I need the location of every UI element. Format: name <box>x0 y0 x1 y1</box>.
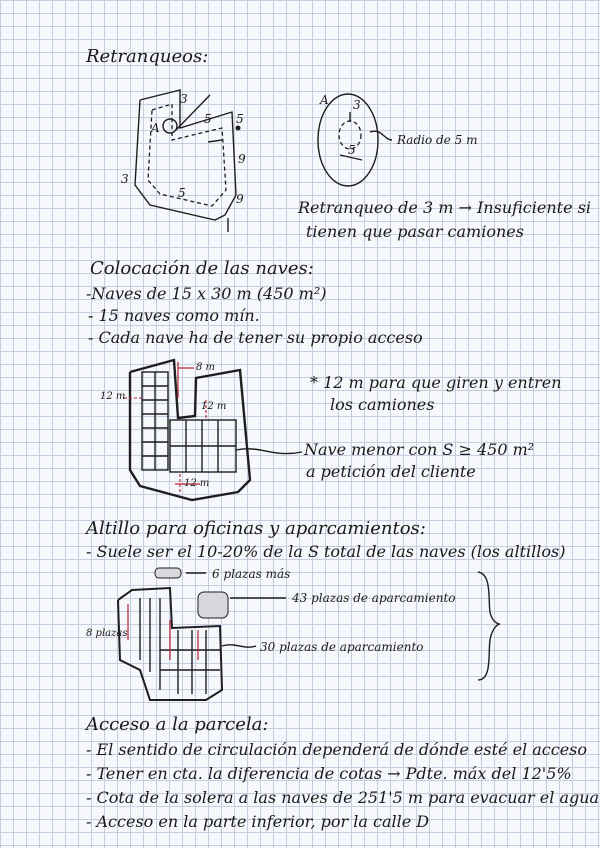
nave-note-2a: Nave menor con S ≥ 450 m² <box>304 440 535 459</box>
sketch-label-5c: 5 <box>178 186 186 200</box>
sketch-label-5b: 5 <box>236 112 244 126</box>
nave-note-1b: los camiones <box>330 395 435 414</box>
sketch-label-a: A <box>151 121 160 135</box>
acceso-item-1: - El sentido de circulación dependerá de dónde esté el acceso <box>86 740 588 759</box>
nave-dim-12m-bottom: 12 m <box>184 478 210 489</box>
sketch-label-3a: 3 <box>180 92 188 106</box>
colocacion-item-3: - Cada nave ha de tener su propio acceso <box>88 328 423 347</box>
nave-note-2b: a petición del cliente <box>306 462 476 481</box>
sketch-label-3b: 3 <box>121 172 129 186</box>
circle-label-3: 3 <box>353 98 361 112</box>
sketch-label-5a: 5 <box>204 112 212 126</box>
heading-acceso: Acceso a la parcela: <box>86 714 269 735</box>
heading-retranqueos: Retranqueos: <box>86 46 209 67</box>
retranqueo-note-1: Retranqueo de 3 m → Insuficiente si <box>298 198 591 217</box>
sketch-label-9a: 9 <box>238 152 246 166</box>
altillo-line: - Suele ser el 10-20% de la S total de las naves (los altillos) <box>86 542 566 561</box>
radius-label: Radio de 5 m <box>397 133 478 147</box>
parking-label-43: 43 plazas de aparcamiento <box>292 591 456 605</box>
heading-colocacion: Colocación de las naves: <box>90 258 314 279</box>
acceso-item-3: - Cota de la solera a las naves de 251'5 m para evacuar el agua <box>86 788 600 807</box>
parking-label-8: 8 plazas <box>86 628 128 639</box>
nave-dim-12m-left: 12 m <box>100 391 126 402</box>
circle-label-5: 5 <box>348 143 356 157</box>
sketch-label-9b: 9 <box>236 192 244 206</box>
nave-note-1a: * 12 m para que giren y entren <box>310 373 562 392</box>
nave-dim-12m-mid: 12 m <box>201 401 227 412</box>
colocacion-item-1: -Naves de 15 x 30 m (450 m²) <box>86 284 327 303</box>
nave-dim-8m: 8 m <box>196 362 216 373</box>
acceso-item-4: - Acceso en la parte inferior, por la calle D <box>86 812 430 831</box>
colocacion-item-2: - 15 naves como mín. <box>88 306 260 325</box>
parking-label-6: 6 plazas más <box>212 567 291 581</box>
parking-label-30: 30 plazas de aparcamiento <box>260 640 424 654</box>
circle-label-a: A <box>320 93 329 107</box>
acceso-item-2: - Tener en cta. la diferencia de cotas → Pdte. máx del 12'5% <box>86 764 572 783</box>
retranqueo-note-2: tienen que pasar camiones <box>306 222 524 241</box>
heading-altillo: Altillo para oficinas y aparcamientos: <box>86 518 426 539</box>
